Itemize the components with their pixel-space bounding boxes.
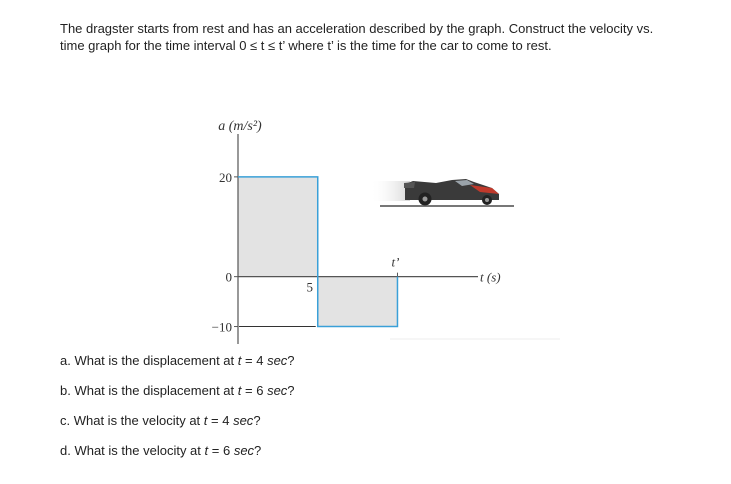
question-b: b. What is the displacement at t = 6 sec? — [60, 383, 295, 398]
y-axis-label: a (m/s²) — [218, 119, 262, 134]
problem-line-1: The dragster starts from rest and has an acceleration described by the graph. Construct the velocity vs. — [60, 21, 654, 36]
rear-wing — [404, 182, 415, 188]
question-a: a. What is the displacement at t = 4 sec? — [60, 353, 295, 368]
y-tick-label: −10 — [211, 319, 232, 335]
x-tick-label: 5 — [306, 279, 313, 295]
x-tick-label: t’ — [391, 254, 400, 270]
y-tick-label: 0 — [225, 269, 232, 285]
area-region — [238, 177, 318, 277]
problem-line-2: time graph for the time interval 0 ≤ t ≤ t’ where t’ is the time for the car to come to rest. — [60, 38, 552, 53]
question-list — [60, 352, 295, 472]
dragster-icon — [370, 179, 514, 206]
question-c: c. What is the velocity at t = 4 sec? — [60, 413, 261, 428]
x-axis-label: t (s) — [480, 269, 501, 285]
question-d: d. What is the velocity at t = 6 sec? — [60, 443, 262, 458]
area-region — [318, 277, 398, 327]
y-tick-label: 20 — [219, 169, 232, 185]
